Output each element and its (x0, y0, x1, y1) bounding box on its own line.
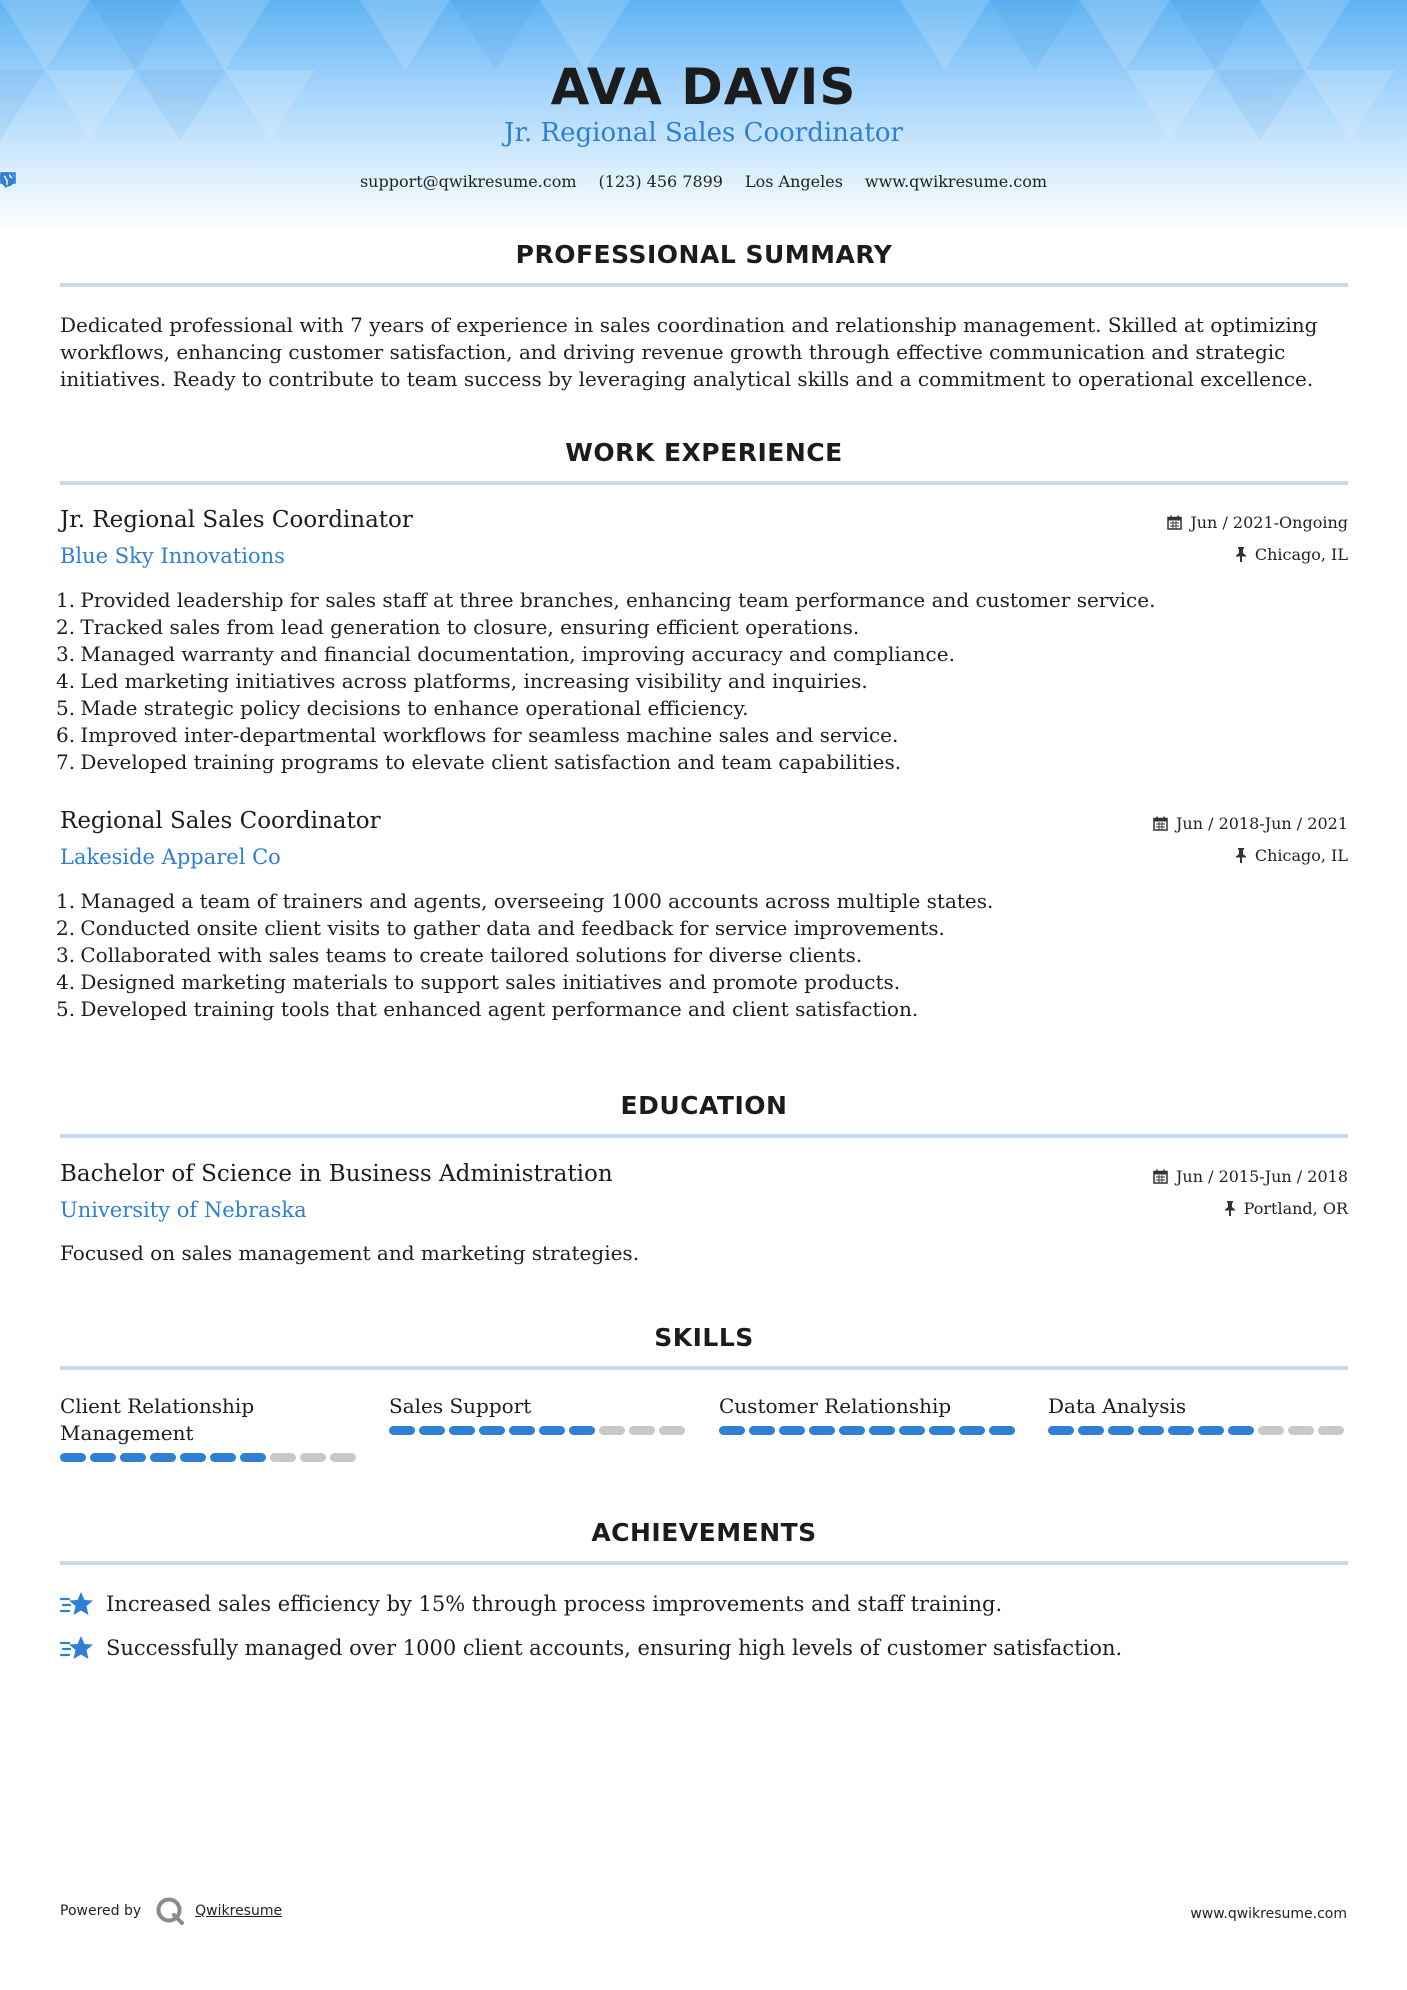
calendar-icon (1167, 515, 1182, 530)
job-bullets (56, 888, 994, 1023)
achievement-item (60, 1590, 1002, 1618)
contact-phone[interactable] (599, 172, 723, 191)
skill-segment-filled (509, 1426, 535, 1435)
list-item: 1. Provided leadership for sales staff at three branches, enhancing team performance and customer service. (56, 588, 1156, 612)
skill-segment-empty (659, 1426, 685, 1435)
job-title: Jr. Regional Sales Coordinator (60, 507, 413, 533)
contact-row (0, 172, 1407, 191)
skill-segment-filled (989, 1426, 1015, 1435)
achievement-text: Increased sales efficiency by 15% through process improvements and staff training. (106, 1592, 1003, 1616)
list-item: 6. Improved inter-departmental workflows for seamless machine sales and service. (56, 723, 899, 747)
job-date (1167, 513, 1348, 532)
section-title-summary: PROFESSIONAL SUMMARY (515, 240, 893, 269)
skill-item (389, 1393, 689, 1435)
skill-segment-empty (629, 1426, 655, 1435)
skill-name: Client Relationship Management (60, 1394, 255, 1445)
section-divider (60, 481, 1348, 485)
job-date-text: Jun / 2018-Jun / 2021 (1175, 814, 1348, 833)
achievement-item (60, 1634, 1122, 1662)
list-item: 1. Managed a team of trainers and agents, overseeing 1000 accounts across multiple states. (56, 889, 994, 913)
section-title-skills: SKILLS (654, 1323, 754, 1352)
job-company: Blue Sky Innovations (60, 544, 285, 568)
contact-location (745, 172, 843, 191)
pushpin-icon (1224, 1201, 1236, 1216)
skill-segment-filled (120, 1453, 146, 1462)
star-icon (60, 1634, 94, 1662)
job-company: Lakeside Apparel Co (60, 845, 281, 869)
pushpin-icon (1235, 848, 1247, 863)
job-title: Regional Sales Coordinator (60, 808, 381, 834)
section-divider (60, 1561, 1348, 1565)
job-location (1235, 545, 1348, 564)
section-divider (60, 283, 1348, 287)
candidate-title: Jr. Regional Sales Coordinator (504, 118, 903, 148)
achievement-text: Successfully managed over 1000 client accounts, ensuring high levels of customer satisfaction. (106, 1636, 1123, 1660)
education-description: Focused on sales management and marketing strategies. (60, 1241, 640, 1265)
footer-website[interactable]: www.qwikresume.com (1190, 1906, 1347, 1922)
skill-segment-filled (389, 1426, 415, 1435)
phone-text: (123) 456 7899 (598, 172, 723, 191)
skill-segment-filled (1078, 1426, 1104, 1435)
skill-segment-filled (1168, 1426, 1194, 1435)
skill-segment-filled (150, 1453, 176, 1462)
list-item: 3. Collaborated with sales teams to create tailored solutions for diverse clients. (56, 943, 863, 967)
skill-segment-filled (210, 1453, 236, 1462)
skill-segment-empty (1288, 1426, 1314, 1435)
skill-level-bar (719, 1426, 1019, 1435)
summary-text: Dedicated professional with 7 years of experience in sales coordination and relationship management. Skilled at optimizing workflows, enhancing customer satisfaction, and driving revenue growth through effective communication and strategic initiatives. Ready to contribute to team success by leveraging analytical skills and a commitment to operational excellence. (60, 313, 1318, 391)
skill-level-bar (1048, 1426, 1348, 1435)
list-item: 3. Managed warranty and financial documentation, improving accuracy and compliance. (56, 642, 955, 666)
globe-icon (0, 172, 15, 187)
skill-segment-filled (569, 1426, 595, 1435)
skill-segment-empty (330, 1453, 356, 1462)
skill-segment-empty (270, 1453, 296, 1462)
skill-segment-filled (929, 1426, 955, 1435)
skill-segment-filled (959, 1426, 985, 1435)
email-text: support@qwikresume.com (359, 172, 577, 191)
section-divider (60, 1134, 1348, 1138)
header-banner (0, 0, 1407, 235)
candidate-name: AVA DAVIS (550, 58, 857, 116)
school-name: University of Nebraska (60, 1198, 307, 1222)
skill-segment-filled (419, 1426, 445, 1435)
skill-segment-filled (1138, 1426, 1164, 1435)
pushpin-icon (1235, 547, 1247, 562)
job-date-text: Jun / 2021-Ongoing (1190, 513, 1348, 532)
list-item: 2. Conducted onsite client visits to gather data and feedback for service improvements. (56, 916, 945, 940)
skill-name: Customer Relationship (719, 1394, 952, 1418)
education-location-text: Portland, OR (1243, 1199, 1348, 1218)
footer-powered-by (60, 1896, 282, 1926)
skill-segment-filled (1108, 1426, 1134, 1435)
calendar-icon (1153, 1169, 1168, 1184)
skill-item (719, 1393, 1019, 1435)
job-location (1235, 846, 1348, 865)
list-item: 5. Developed training tools that enhanced agent performance and client satisfaction. (56, 997, 919, 1021)
list-item: 4. Led marketing initiatives across platforms, increasing visibility and inquiries. (56, 669, 868, 693)
powered-by-label: Powered by (60, 1903, 142, 1919)
education-location (1224, 1199, 1348, 1218)
job-bullets (56, 587, 1156, 776)
skill-segment-filled (839, 1426, 865, 1435)
skill-level-bar (60, 1453, 360, 1462)
skill-item (60, 1393, 360, 1462)
degree-title: Bachelor of Science in Business Administration (60, 1161, 613, 1187)
list-item: 2. Tracked sales from lead generation to closure, ensuring efficient operations. (56, 615, 860, 639)
education-date (1153, 1167, 1348, 1186)
section-divider (60, 1366, 1348, 1370)
skill-segment-empty (599, 1426, 625, 1435)
star-icon (60, 1590, 94, 1618)
skill-segment-empty (1318, 1426, 1344, 1435)
skill-segment-filled (90, 1453, 116, 1462)
job-date (1153, 814, 1348, 833)
calendar-icon (1153, 816, 1168, 831)
education-date-text: Jun / 2015-Jun / 2018 (1175, 1167, 1348, 1186)
skill-segment-filled (479, 1426, 505, 1435)
skill-name: Data Analysis (1048, 1394, 1187, 1418)
qwikresume-logo-icon (155, 1896, 185, 1926)
skill-segment-filled (869, 1426, 895, 1435)
section-title-experience: WORK EXPERIENCE (565, 438, 843, 467)
skill-segment-empty (1258, 1426, 1284, 1435)
skill-item (1048, 1393, 1348, 1435)
brand-link[interactable]: Qwikresume (195, 1903, 283, 1919)
contact-email[interactable] (360, 172, 577, 191)
skill-segment-filled (180, 1453, 206, 1462)
skill-segment-filled (749, 1426, 775, 1435)
skill-segment-filled (539, 1426, 565, 1435)
job-location-text: Chicago, IL (1254, 545, 1348, 564)
skill-segment-filled (240, 1453, 266, 1462)
job-location-text: Chicago, IL (1254, 846, 1348, 865)
skill-segment-filled (809, 1426, 835, 1435)
skill-name: Sales Support (389, 1394, 532, 1418)
list-item: 5. Made strategic policy decisions to enhance operational efficiency. (56, 696, 749, 720)
section-title-achievements: ACHIEVEMENTS (591, 1518, 817, 1547)
skill-segment-filled (779, 1426, 805, 1435)
skill-segment-filled (1048, 1426, 1074, 1435)
skill-segment-filled (1228, 1426, 1254, 1435)
list-item: 7. Developed training programs to elevate client satisfaction and team capabilities. (56, 750, 902, 774)
skill-segment-empty (300, 1453, 326, 1462)
list-item: 4. Designed marketing materials to support sales initiatives and promote products. (56, 970, 901, 994)
section-title-education: EDUCATION (620, 1091, 788, 1120)
skill-segment-filled (1198, 1426, 1224, 1435)
skill-segment-filled (899, 1426, 925, 1435)
website-text: www.qwikresume.com (864, 172, 1048, 191)
contact-website[interactable] (865, 172, 1047, 191)
skill-segment-filled (719, 1426, 745, 1435)
skill-segment-filled (449, 1426, 475, 1435)
location-text: Los Angeles (744, 172, 843, 191)
skill-level-bar (389, 1426, 689, 1435)
skill-segment-filled (60, 1453, 86, 1462)
